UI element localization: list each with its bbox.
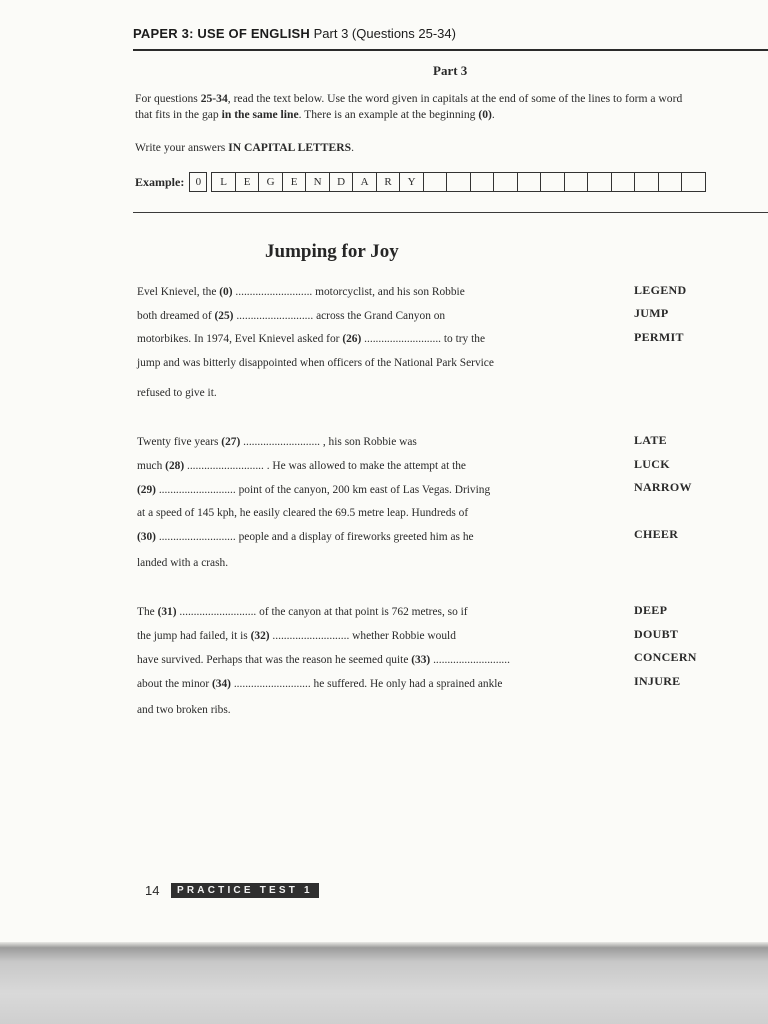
line-text: ........................... , his son Robbie was [240,436,417,448]
practice-test-badge: PRACTICE TEST 1 [171,883,319,898]
answer-box: L [212,173,236,191]
section-rule [133,212,768,213]
line-text: ........................... he suffered. He only had a sprained ankle [230,678,503,690]
gap-number: (32) [250,630,270,642]
keyword-late: LATE [634,433,667,447]
instr-bold: 25-34 [200,92,228,105]
text-line: and two broken ribs. [137,704,231,716]
answer-box: R [377,173,401,191]
instruction-line-3 [135,140,765,156]
answer-boxes [211,172,706,192]
text-line: jump and was bitterly disappointed when officers of the National Park Service [137,357,494,369]
line-text: ........................... . He was allowed to make the attempt at the [184,460,466,472]
answer-box: D [330,173,354,191]
keyword-injure: INJURE [634,674,681,688]
example-number-box: 0 [189,172,207,192]
text-line [137,333,485,345]
answer-box [565,173,589,191]
answer-box [659,173,683,191]
answer-box: E [283,173,307,191]
line-text: ........................... whether Robbie would [269,630,456,642]
instr-text: , read the text below. Use the word given in capitals at the end of some of the lines to form a word [227,92,683,105]
header-rule [133,49,768,51]
scan-background [0,948,768,1024]
keyword-concern: CONCERN [634,650,697,664]
answer-box [424,173,448,191]
line-text: ........................... to try the [361,333,486,345]
keyword-deep: DEEP [634,603,668,617]
text-line [137,310,445,322]
gap-number: (27) [221,436,241,448]
text-line [137,436,417,448]
line-text: ........................... motorcyclist, and his son Robbie [232,286,465,298]
answer-box: Y [400,173,424,191]
text-line: landed with a crash. [137,557,229,569]
line-text: Twenty five years [137,436,222,448]
answer-box [447,173,471,191]
instr-text: . [491,108,495,121]
gap-number: (28) [165,460,185,472]
gap-number: (26) [342,333,362,345]
instr-text: For questions [135,92,201,105]
instruction-line-2 [135,107,765,123]
paper-header [133,26,763,41]
keyword-permit: PERMIT [634,330,684,344]
text-line [137,678,502,690]
answer-box [541,173,565,191]
example-label: Example: [135,174,185,189]
line-text: much [137,460,166,472]
answer-box: G [259,173,283,191]
paper-part: Part 3 (Questions 25-34) [313,26,456,41]
line-text: Evel Knievel, the [137,286,220,298]
answer-box: A [353,173,377,191]
keyword-luck: LUCK [634,457,670,471]
gap-number: (34) [211,678,231,690]
text-line [137,630,456,642]
gap-number: (0) [219,286,233,298]
answer-box [588,173,612,191]
instr-text: . There is an example at the beginning [298,108,479,121]
text-line [137,654,510,666]
line-text: motorbikes. In 1974, Evel Knievel asked for [137,333,343,345]
line-text: ........................... point of the canyon, 200 km east of Las Vegas. Driving [155,484,491,496]
instr-bold: (0) [478,108,492,121]
instruction-line-1 [135,91,765,107]
gap-number: (25) [214,310,234,322]
gap-number: (30) [137,531,156,543]
answer-box [682,173,706,191]
example-row [135,172,706,192]
answer-box: E [236,173,260,191]
text-line [137,606,468,618]
line-text: ........................... across the Grand Canyon on [233,310,446,322]
line-text: ........................... of the canyon at that point is 762 metres, so if [176,606,468,618]
instructions [135,91,765,123]
keyword-legend: LEGEND [634,283,687,297]
text-line: at a speed of 145 kph, he easily cleared the 69.5 metre leap. Hundreds of [137,507,469,519]
line-text: ........................... people and a display of fireworks greeted him as he [155,531,474,543]
gap-number: (31) [157,606,177,618]
instr-text: . [351,141,354,154]
text-line [137,484,490,496]
answer-box: N [306,173,330,191]
gap-number: (33) [411,654,431,666]
text-line: refused to give it. [137,387,217,399]
line-text: ........................... [430,654,510,666]
text-line [137,286,465,298]
gap-number: (29) [137,484,156,496]
text-line [137,531,474,543]
instr-text: that fits in the gap [135,108,222,121]
line-text: The [137,606,158,618]
instr-bold: in the same line [221,108,299,121]
keyword-narrow: NARROW [634,480,692,494]
answer-box [518,173,542,191]
instr-text: Write your answers [135,141,229,154]
answer-box [494,173,518,191]
part-title: Part 3 [433,63,468,78]
line-text: about the minor [137,678,212,690]
keyword-doubt: DOUBT [634,627,679,641]
story-title: Jumping for Joy [265,241,399,262]
line-text: both dreamed of [137,310,215,322]
answer-box [635,173,659,191]
answer-box [612,173,636,191]
line-text: the jump had failed, it is [137,630,251,642]
answer-box [471,173,495,191]
instr-bold: IN CAPITAL LETTERS [228,141,352,154]
page-number: 14 [145,883,160,898]
text-line [137,460,466,472]
paper-title: PAPER 3: USE OF ENGLISH [133,26,310,41]
keyword-cheer: CHEER [634,527,679,541]
line-text: have survived. Perhaps that was the reason he seemed quite [137,654,412,666]
keyword-jump: JUMP [634,306,669,320]
